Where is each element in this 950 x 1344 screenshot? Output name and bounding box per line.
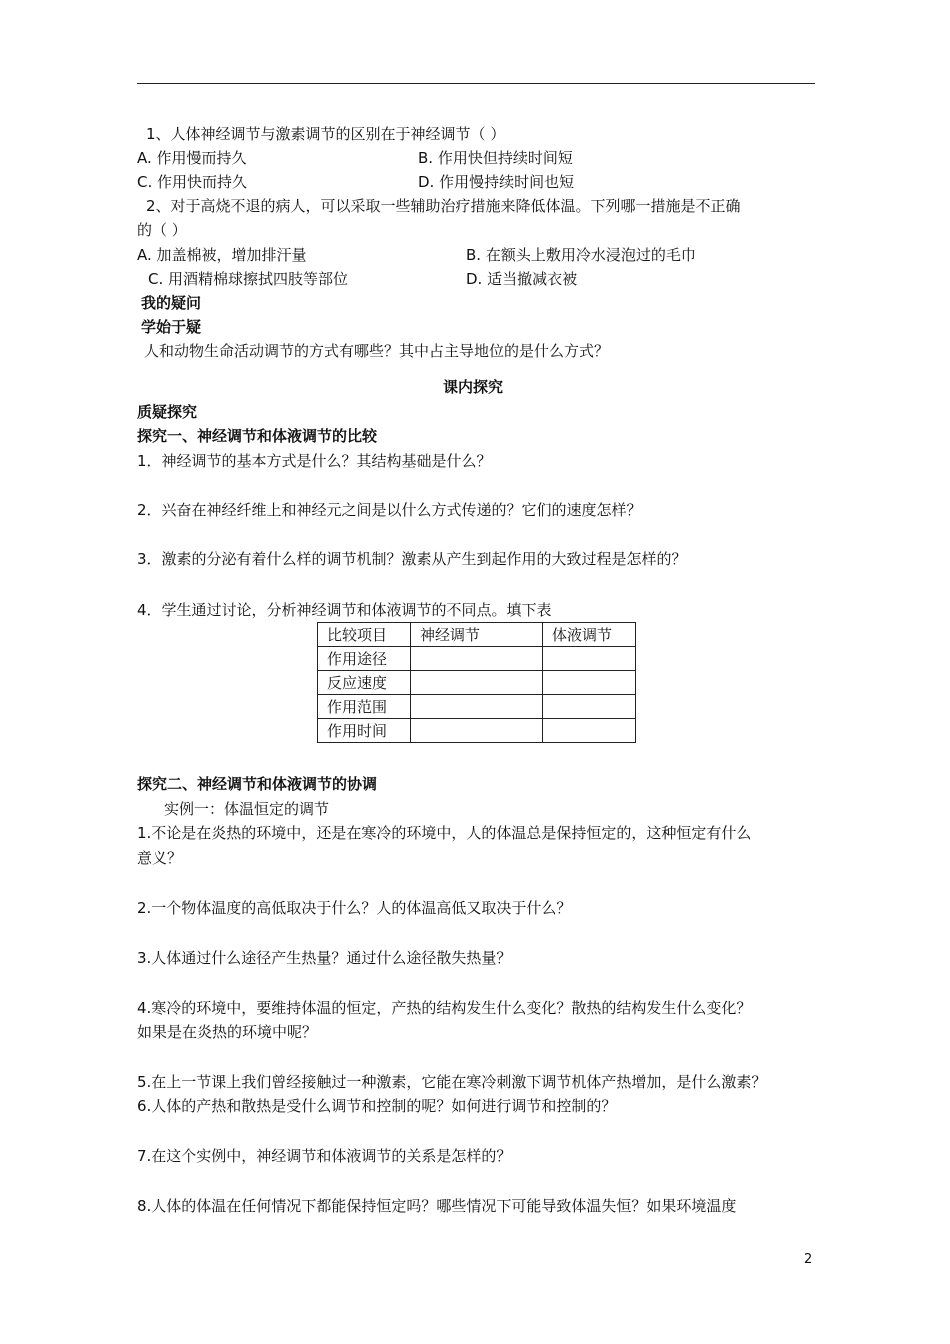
part1-question-2: 2．兴奋在神经纤维上和神经元之间是以什么方式传递的？它们的速度怎样？	[137, 501, 642, 519]
q2-option-a: A. 加盖棉被，增加排汗量	[137, 246, 307, 264]
table-cell-blank	[543, 695, 636, 719]
part2-question-2: 2.一个物体温度的高低取决于什么？人的体温高低又取决于什么？	[137, 899, 572, 917]
table-row-label: 反应速度	[318, 671, 411, 695]
q2-option-b: B. 在额头上敷用冷水浸泡过的毛巾	[466, 246, 696, 264]
table-row-label: 作用途径	[318, 647, 411, 671]
header-rule	[137, 83, 815, 84]
table-row	[318, 695, 636, 719]
table-cell-blank	[411, 647, 543, 671]
part1-heading: 探究一、神经调节和体液调节的比较	[137, 427, 378, 445]
q2-option-c: C. 用酒精棉球擦拭四肢等部位	[148, 270, 349, 288]
page-number: 2	[804, 1252, 813, 1267]
table-header-cell: 体液调节	[543, 623, 636, 647]
part2-question-1-line1: 1.不论是在炎热的环境中，还是在寒冷的环境中，人的体温总是保持恒定的，这种恒定有什么	[137, 824, 752, 842]
table-row	[318, 647, 636, 671]
part1-question-1: 1．神经调节的基本方式是什么？其结构基础是什么？	[137, 452, 492, 470]
doubts-subheading: 学始于疑	[141, 318, 202, 336]
table-header-cell: 比较项目	[318, 623, 411, 647]
part2-heading: 探究二、神经调节和体液调节的协调	[137, 775, 378, 793]
table-cell-blank	[543, 671, 636, 695]
table-row-label: 作用范围	[318, 695, 411, 719]
table-cell-blank	[411, 695, 543, 719]
table-cell-blank	[411, 671, 543, 695]
q1-stem: 1、人体神经调节与激素调节的区别在于神经调节（ ）	[146, 125, 506, 143]
q2-option-d: D. 适当撤减衣被	[466, 270, 578, 288]
part2-question-4-line1: 4.寒冷的环境中，要维持体温的恒定，产热的结构发生什么变化？散热的结构发生什么变化？	[137, 999, 752, 1017]
inclass-section: 质疑探究	[137, 403, 198, 421]
table-cell-blank	[411, 719, 543, 743]
table-header-cell: 神经调节	[411, 623, 543, 647]
table-row-label: 作用时间	[318, 719, 411, 743]
part2-question-5: 5.在上一节课上我们曾经接触过一种激素，它能在寒冷刺激下调节机体产热增加，是什么激素？	[137, 1073, 767, 1091]
part1-question-4: 4．学生通过讨论，分析神经调节和体液调节的不同点。填下表	[137, 601, 552, 619]
q1-option-a: A. 作用慢而持久	[137, 149, 247, 167]
inclass-title: 课内探究	[443, 378, 504, 396]
doubts-question: 人和动物生命活动调节的方式有哪些？其中占主导地位的是什么方式？	[144, 342, 610, 360]
part1-question-3: 3．激素的分泌有着什么样的调节机制？激素从产生到起作用的大致过程是怎样的？	[137, 550, 687, 568]
part2-question-1-line2: 意义？	[137, 849, 183, 867]
doubts-heading: 我的疑问	[141, 294, 202, 312]
table-cell-blank	[543, 647, 636, 671]
q2-stem-line1: 2、对于高烧不退的病人，可以采取一些辅助治疗措施来降低体温。下列哪一措施是不正确	[146, 197, 741, 215]
table-cell-blank	[543, 719, 636, 743]
part2-question-7: 7.在这个实例中，神经调节和体液调节的关系是怎样的？	[137, 1147, 512, 1165]
comparison-table	[317, 622, 636, 743]
part2-question-6: 6.人体的产热和散热是受什么调节和控制的呢？如何进行调节和控制的？	[137, 1097, 617, 1115]
q2-stem-line2: 的（ ）	[137, 221, 187, 239]
part2-question-3: 3.人体通过什么途径产生热量？通过什么途径散失热量？	[137, 949, 512, 967]
part2-question-4-line2: 如果是在炎热的环境中呢？	[137, 1023, 318, 1041]
table-row	[318, 671, 636, 695]
part2-example: 实例一：体温恒定的调节	[164, 800, 330, 818]
part2-question-8: 8.人体的体温在任何情况下都能保持恒定吗？哪些情况下可能导致体温失恒？如果环境温度	[137, 1197, 737, 1215]
q1-option-b: B. 作用快但持续时间短	[418, 149, 573, 167]
q1-option-c: C. 作用快而持久	[137, 173, 248, 191]
table-header-row	[318, 623, 636, 647]
q1-option-d: D. 作用慢持续时间也短	[418, 173, 575, 191]
table-row	[318, 719, 636, 743]
